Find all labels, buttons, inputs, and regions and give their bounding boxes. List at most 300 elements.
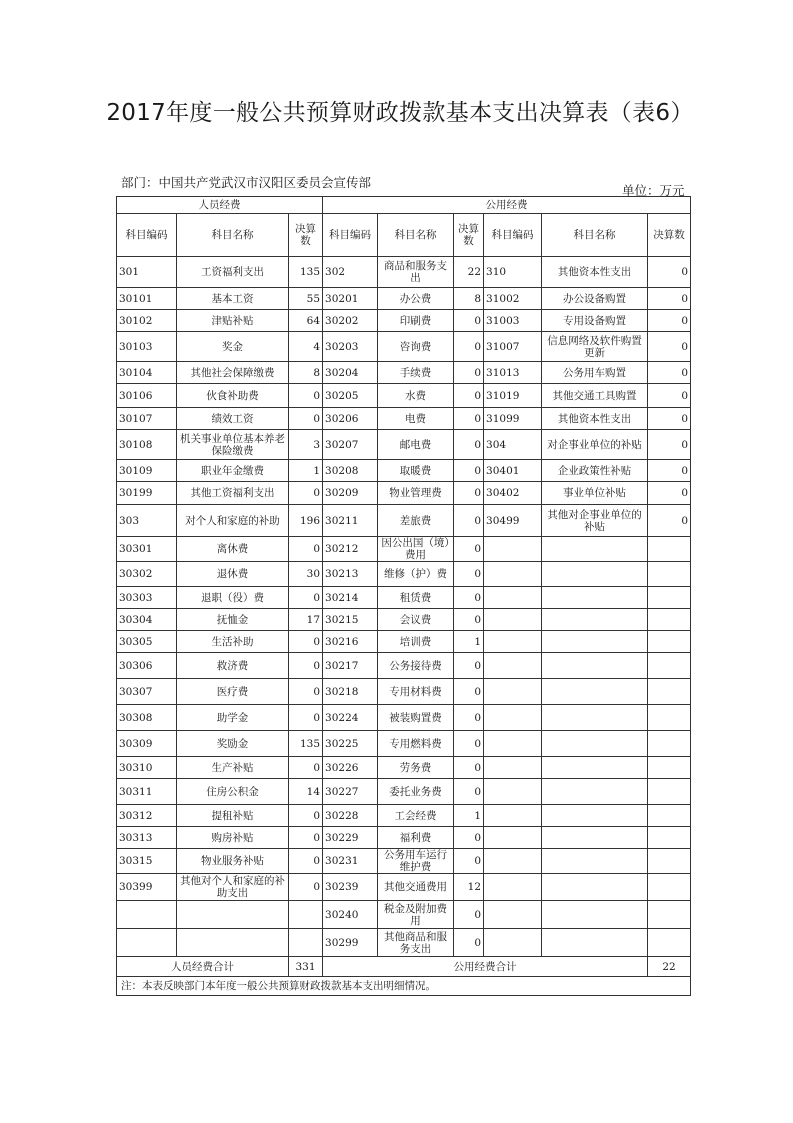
public-amount-cell: 0 [454, 505, 484, 537]
personnel-code-cell: 30101 [117, 288, 177, 310]
public-name-cell: 公务接待费 [378, 653, 454, 679]
personnel-code-cell: 30106 [117, 384, 177, 408]
table-note: 注：本表反映部门本年度一般公共预算财政拨款基本支出明细情况。 [117, 977, 691, 996]
table-row [117, 631, 691, 653]
personnel-amount-cell: 1 [289, 460, 323, 482]
personnel-name-cell: 工资福利支出 [177, 257, 289, 288]
table-row [117, 679, 691, 705]
capital-code-cell [484, 805, 542, 827]
table-row [117, 929, 691, 957]
personnel-name-cell: 津贴补贴 [177, 310, 289, 332]
public-code-cell: 30217 [323, 653, 378, 679]
personnel-name-cell: 助学金 [177, 705, 289, 731]
name-header: 科目名称 [378, 214, 454, 257]
capital-name-cell: 专用设备购置 [542, 310, 648, 332]
personnel-amount-cell: 0 [289, 874, 323, 901]
public-code-cell: 302 [323, 257, 378, 288]
public-amount-cell: 0 [454, 779, 484, 805]
table-row [117, 653, 691, 679]
personnel-name-cell: 奖励金 [177, 731, 289, 757]
table-row [117, 537, 691, 562]
code-header: 科目编码 [117, 214, 177, 257]
capital-code-cell [484, 705, 542, 731]
public-amount-cell: 0 [454, 679, 484, 705]
personnel-name-cell: 其他工资福利支出 [177, 482, 289, 505]
capital-name-cell: 办公设备购置 [542, 288, 648, 310]
table-row [117, 779, 691, 805]
personnel-code-cell: 30302 [117, 562, 177, 587]
public-name-cell: 其他交通费用 [378, 874, 454, 901]
public-name-cell: 工会经费 [378, 805, 454, 827]
public-amount-cell: 0 [454, 482, 484, 505]
capital-amount-cell: 0 [648, 384, 691, 408]
public-amount-cell: 0 [454, 609, 484, 631]
personnel-name-cell: 医疗费 [177, 679, 289, 705]
code-header: 科目编码 [323, 214, 378, 257]
personnel-total-label: 人员经费合计 [117, 957, 289, 977]
personnel-total-value: 331 [289, 957, 323, 977]
personnel-amount-cell: 55 [289, 288, 323, 310]
capital-code-cell [484, 679, 542, 705]
capital-amount-cell [648, 653, 691, 679]
public-name-cell: 劳务费 [378, 757, 454, 779]
table-row [117, 874, 691, 901]
public-name-cell: 专用燃料费 [378, 731, 454, 757]
capital-name-cell: 企业政策性补贴 [542, 460, 648, 482]
capital-amount-cell: 0 [648, 332, 691, 362]
table-row [117, 362, 691, 384]
personnel-code-cell [117, 929, 177, 957]
table-row [117, 257, 691, 288]
personnel-code-cell: 30103 [117, 332, 177, 362]
table-row [117, 901, 691, 929]
public-code-cell: 30201 [323, 288, 378, 310]
capital-name-cell [542, 731, 648, 757]
capital-code-cell [484, 901, 542, 929]
personnel-name-cell [177, 929, 289, 957]
capital-amount-cell [648, 849, 691, 874]
public-amount-cell: 0 [454, 653, 484, 679]
personnel-header: 人员经费 [117, 197, 323, 214]
public-name-cell: 商品和服务支出 [378, 257, 454, 288]
personnel-name-cell [177, 901, 289, 929]
personnel-code-cell: 30309 [117, 731, 177, 757]
public-name-cell: 被装购置费 [378, 705, 454, 731]
personnel-amount-cell [289, 929, 323, 957]
capital-name-cell [542, 679, 648, 705]
personnel-name-cell: 救济费 [177, 653, 289, 679]
public-amount-cell: 0 [454, 757, 484, 779]
public-code-cell: 30208 [323, 460, 378, 482]
table-row [117, 731, 691, 757]
personnel-code-cell: 30107 [117, 408, 177, 430]
table-row [117, 805, 691, 827]
personnel-name-cell: 离休费 [177, 537, 289, 562]
personnel-amount-cell: 0 [289, 805, 323, 827]
capital-name-cell [542, 827, 648, 849]
public-code-cell: 30240 [323, 901, 378, 929]
capital-code-cell [484, 757, 542, 779]
public-name-cell: 物业管理费 [378, 482, 454, 505]
capital-name-cell [542, 929, 648, 957]
capital-code-cell: 31019 [484, 384, 542, 408]
capital-code-cell [484, 827, 542, 849]
public-code-cell: 30215 [323, 609, 378, 631]
public-amount-cell: 0 [454, 901, 484, 929]
capital-amount-cell [648, 562, 691, 587]
public-code-cell: 30227 [323, 779, 378, 805]
capital-name-cell [542, 609, 648, 631]
capital-code-cell [484, 653, 542, 679]
capital-amount-cell [648, 901, 691, 929]
capital-code-cell [484, 631, 542, 653]
personnel-amount-cell: 0 [289, 537, 323, 562]
capital-amount-cell [648, 779, 691, 805]
personnel-name-cell: 退职（役）费 [177, 587, 289, 609]
personnel-amount-cell: 0 [289, 653, 323, 679]
capital-code-cell: 31007 [484, 332, 542, 362]
personnel-amount-cell: 135 [289, 257, 323, 288]
capital-name-cell: 其他对企事业单位的补贴 [542, 505, 648, 537]
capital-code-cell [484, 562, 542, 587]
personnel-amount-cell: 64 [289, 310, 323, 332]
table-row [117, 408, 691, 430]
table-row [117, 827, 691, 849]
capital-name-cell [542, 901, 648, 929]
personnel-amount-cell: 17 [289, 609, 323, 631]
public-name-cell: 税金及附加费用 [378, 901, 454, 929]
public-code-cell: 30206 [323, 408, 378, 430]
personnel-amount-cell: 0 [289, 679, 323, 705]
public-amount-cell: 12 [454, 874, 484, 901]
personnel-code-cell: 30305 [117, 631, 177, 653]
personnel-code-cell: 30109 [117, 460, 177, 482]
capital-name-cell [542, 587, 648, 609]
public-name-cell: 手续费 [378, 362, 454, 384]
expenditure-table [116, 196, 691, 996]
table-row [117, 460, 691, 482]
personnel-amount-cell: 3 [289, 430, 323, 460]
public-code-cell: 30203 [323, 332, 378, 362]
personnel-name-cell: 退休费 [177, 562, 289, 587]
capital-amount-cell: 0 [648, 482, 691, 505]
capital-code-cell [484, 587, 542, 609]
public-code-cell: 30205 [323, 384, 378, 408]
totals-row [117, 957, 691, 977]
public-name-cell: 差旅费 [378, 505, 454, 537]
table-row [117, 562, 691, 587]
capital-name-cell: 其他交通工具购置 [542, 384, 648, 408]
capital-name-cell [542, 631, 648, 653]
capital-code-cell [484, 779, 542, 805]
capital-amount-cell [648, 609, 691, 631]
public-name-cell: 委托业务费 [378, 779, 454, 805]
public-code-cell: 30229 [323, 827, 378, 849]
personnel-code-cell: 30104 [117, 362, 177, 384]
personnel-amount-cell: 0 [289, 408, 323, 430]
personnel-name-cell: 生产补贴 [177, 757, 289, 779]
public-amount-cell: 0 [454, 408, 484, 430]
public-code-cell: 30213 [323, 562, 378, 587]
personnel-amount-cell: 0 [289, 827, 323, 849]
personnel-amount-cell: 4 [289, 332, 323, 362]
public-code-cell: 30231 [323, 849, 378, 874]
capital-name-cell [542, 537, 648, 562]
personnel-amount-cell: 0 [289, 631, 323, 653]
public-name-cell: 邮电费 [378, 430, 454, 460]
public-total-value: 22 [648, 957, 691, 977]
capital-amount-cell [648, 827, 691, 849]
public-header: 公用经费 [323, 197, 691, 214]
capital-amount-cell: 0 [648, 288, 691, 310]
personnel-amount-cell: 30 [289, 562, 323, 587]
public-code-cell: 30228 [323, 805, 378, 827]
capital-code-cell: 31003 [484, 310, 542, 332]
personnel-amount-cell: 135 [289, 731, 323, 757]
public-code-cell: 30218 [323, 679, 378, 705]
capital-name-cell [542, 874, 648, 901]
table-row [117, 384, 691, 408]
capital-amount-cell [648, 874, 691, 901]
public-code-cell: 30212 [323, 537, 378, 562]
public-amount-cell: 0 [454, 929, 484, 957]
public-name-cell: 咨询费 [378, 332, 454, 362]
capital-amount-cell [648, 631, 691, 653]
public-name-cell: 维修（护）费 [378, 562, 454, 587]
public-code-cell: 30226 [323, 757, 378, 779]
table-row [117, 705, 691, 731]
capital-code-cell [484, 537, 542, 562]
capital-code-cell: 304 [484, 430, 542, 460]
public-name-cell: 培训费 [378, 631, 454, 653]
personnel-name-cell: 其他社会保障缴费 [177, 362, 289, 384]
personnel-amount-cell: 196 [289, 505, 323, 537]
capital-name-cell [542, 779, 648, 805]
note-row [117, 977, 691, 996]
public-amount-cell: 0 [454, 587, 484, 609]
table-row [117, 505, 691, 537]
personnel-code-cell: 30303 [117, 587, 177, 609]
public-amount-cell: 0 [454, 362, 484, 384]
capital-amount-cell: 0 [648, 505, 691, 537]
table-row [117, 587, 691, 609]
personnel-name-cell: 奖金 [177, 332, 289, 362]
personnel-name-cell: 购房补贴 [177, 827, 289, 849]
amount-header: 决算数 [454, 214, 484, 257]
capital-code-cell: 30402 [484, 482, 542, 505]
personnel-amount-cell: 0 [289, 384, 323, 408]
public-amount-cell: 0 [454, 705, 484, 731]
personnel-amount-cell [289, 901, 323, 929]
personnel-code-cell: 30307 [117, 679, 177, 705]
personnel-code-cell: 30301 [117, 537, 177, 562]
public-amount-cell: 1 [454, 805, 484, 827]
capital-amount-cell: 0 [648, 362, 691, 384]
public-amount-cell: 0 [454, 537, 484, 562]
capital-amount-cell: 0 [648, 460, 691, 482]
capital-code-cell: 30401 [484, 460, 542, 482]
capital-code-cell [484, 929, 542, 957]
personnel-name-cell: 生活补助 [177, 631, 289, 653]
name-header: 科目名称 [542, 214, 648, 257]
personnel-name-cell: 基本工资 [177, 288, 289, 310]
capital-name-cell: 对企事业单位的补贴 [542, 430, 648, 460]
capital-code-cell: 30499 [484, 505, 542, 537]
capital-amount-cell [648, 679, 691, 705]
public-total-label: 公用经费合计 [323, 957, 648, 977]
capital-amount-cell [648, 705, 691, 731]
table-row [117, 332, 691, 362]
capital-code-cell [484, 874, 542, 901]
public-code-cell: 30211 [323, 505, 378, 537]
public-name-cell: 办公费 [378, 288, 454, 310]
personnel-code-cell: 30102 [117, 310, 177, 332]
personnel-code-cell: 30315 [117, 849, 177, 874]
public-name-cell: 专用材料费 [378, 679, 454, 705]
unit-label: 单位：万元 [622, 183, 685, 198]
capital-name-cell [542, 653, 648, 679]
personnel-amount-cell: 14 [289, 779, 323, 805]
capital-code-cell: 310 [484, 257, 542, 288]
table-row [117, 288, 691, 310]
capital-amount-cell: 0 [648, 257, 691, 288]
personnel-code-cell: 30310 [117, 757, 177, 779]
personnel-amount-cell: 0 [289, 705, 323, 731]
public-amount-cell: 0 [454, 562, 484, 587]
public-name-cell: 其他商品和服务支出 [378, 929, 454, 957]
personnel-code-cell: 30199 [117, 482, 177, 505]
table-row [117, 310, 691, 332]
capital-code-cell: 31002 [484, 288, 542, 310]
public-amount-cell: 0 [454, 849, 484, 874]
personnel-code-cell: 30308 [117, 705, 177, 731]
personnel-amount-cell: 0 [289, 757, 323, 779]
personnel-name-cell: 机关事业单位基本养老保险缴费 [177, 430, 289, 460]
public-code-cell: 30239 [323, 874, 378, 901]
capital-amount-cell [648, 537, 691, 562]
capital-amount-cell: 0 [648, 430, 691, 460]
table-row [117, 757, 691, 779]
capital-amount-cell [648, 805, 691, 827]
public-name-cell: 水费 [378, 384, 454, 408]
public-amount-cell: 0 [454, 731, 484, 757]
capital-name-cell [542, 757, 648, 779]
capital-name-cell [542, 805, 648, 827]
public-amount-cell: 0 [454, 384, 484, 408]
public-amount-cell: 22 [454, 257, 484, 288]
capital-name-cell [542, 705, 648, 731]
personnel-code-cell: 301 [117, 257, 177, 288]
public-code-cell: 30216 [323, 631, 378, 653]
table-row [117, 430, 691, 460]
page-title: 2017年度一般公共预算财政拨款基本支出决算表（表6） [106, 100, 694, 126]
personnel-name-cell: 伙食补助费 [177, 384, 289, 408]
public-name-cell: 电费 [378, 408, 454, 430]
personnel-name-cell: 物业服务补贴 [177, 849, 289, 874]
table-row [117, 609, 691, 631]
table-row [117, 849, 691, 874]
capital-code-cell: 31099 [484, 408, 542, 430]
public-amount-cell: 0 [454, 310, 484, 332]
capital-name-cell: 事业单位补贴 [542, 482, 648, 505]
personnel-name-cell: 抚恤金 [177, 609, 289, 631]
capital-name-cell: 公务用车购置 [542, 362, 648, 384]
public-name-cell: 会议费 [378, 609, 454, 631]
public-code-cell: 30202 [323, 310, 378, 332]
personnel-name-cell: 提租补贴 [177, 805, 289, 827]
capital-amount-cell [648, 929, 691, 957]
public-code-cell: 30224 [323, 705, 378, 731]
public-amount-cell: 0 [454, 332, 484, 362]
public-code-cell: 30225 [323, 731, 378, 757]
personnel-name-cell: 住房公积金 [177, 779, 289, 805]
capital-amount-cell [648, 731, 691, 757]
code-header: 科目编码 [484, 214, 542, 257]
department-label: 部门：中国共产党武汉市汉阳区委员会宣传部 [121, 175, 372, 190]
personnel-code-cell: 30311 [117, 779, 177, 805]
public-code-cell: 30209 [323, 482, 378, 505]
capital-name-cell: 其他资本性支出 [542, 257, 648, 288]
capital-code-cell [484, 609, 542, 631]
table-row [117, 482, 691, 505]
capital-code-cell: 31013 [484, 362, 542, 384]
personnel-code-cell: 30313 [117, 827, 177, 849]
personnel-name-cell: 职业年金缴费 [177, 460, 289, 482]
public-name-cell: 印刷费 [378, 310, 454, 332]
amount-header: 决算数 [648, 214, 691, 257]
public-name-cell: 福利费 [378, 827, 454, 849]
capital-amount-cell [648, 587, 691, 609]
amount-header: 决算数 [289, 214, 323, 257]
public-amount-cell: 0 [454, 827, 484, 849]
public-amount-cell: 8 [454, 288, 484, 310]
capital-name-cell [542, 562, 648, 587]
personnel-amount-cell: 0 [289, 587, 323, 609]
public-code-cell: 30299 [323, 929, 378, 957]
capital-code-cell [484, 849, 542, 874]
personnel-code-cell: 30108 [117, 430, 177, 460]
public-name-cell: 取暖费 [378, 460, 454, 482]
public-amount-cell: 0 [454, 430, 484, 460]
capital-code-cell [484, 731, 542, 757]
personnel-code-cell [117, 901, 177, 929]
public-name-cell: 因公出国（境）费用 [378, 537, 454, 562]
personnel-amount-cell: 8 [289, 362, 323, 384]
public-code-cell: 30214 [323, 587, 378, 609]
personnel-code-cell: 30306 [117, 653, 177, 679]
personnel-name-cell: 对个人和家庭的补助 [177, 505, 289, 537]
public-name-cell: 租赁费 [378, 587, 454, 609]
personnel-code-cell: 30304 [117, 609, 177, 631]
personnel-code-cell: 30399 [117, 874, 177, 901]
capital-amount-cell: 0 [648, 310, 691, 332]
capital-name-cell: 其他资本性支出 [542, 408, 648, 430]
public-code-cell: 30207 [323, 430, 378, 460]
personnel-amount-cell: 0 [289, 849, 323, 874]
personnel-code-cell: 30312 [117, 805, 177, 827]
public-code-cell: 30204 [323, 362, 378, 384]
personnel-code-cell: 303 [117, 505, 177, 537]
capital-amount-cell [648, 757, 691, 779]
capital-name-cell [542, 849, 648, 874]
name-header: 科目名称 [177, 214, 289, 257]
public-amount-cell: 0 [454, 460, 484, 482]
public-name-cell: 公务用车运行维护费 [378, 849, 454, 874]
public-amount-cell: 1 [454, 631, 484, 653]
capital-amount-cell: 0 [648, 408, 691, 430]
personnel-amount-cell: 0 [289, 482, 323, 505]
personnel-name-cell: 其他对个人和家庭的补助支出 [177, 874, 289, 901]
